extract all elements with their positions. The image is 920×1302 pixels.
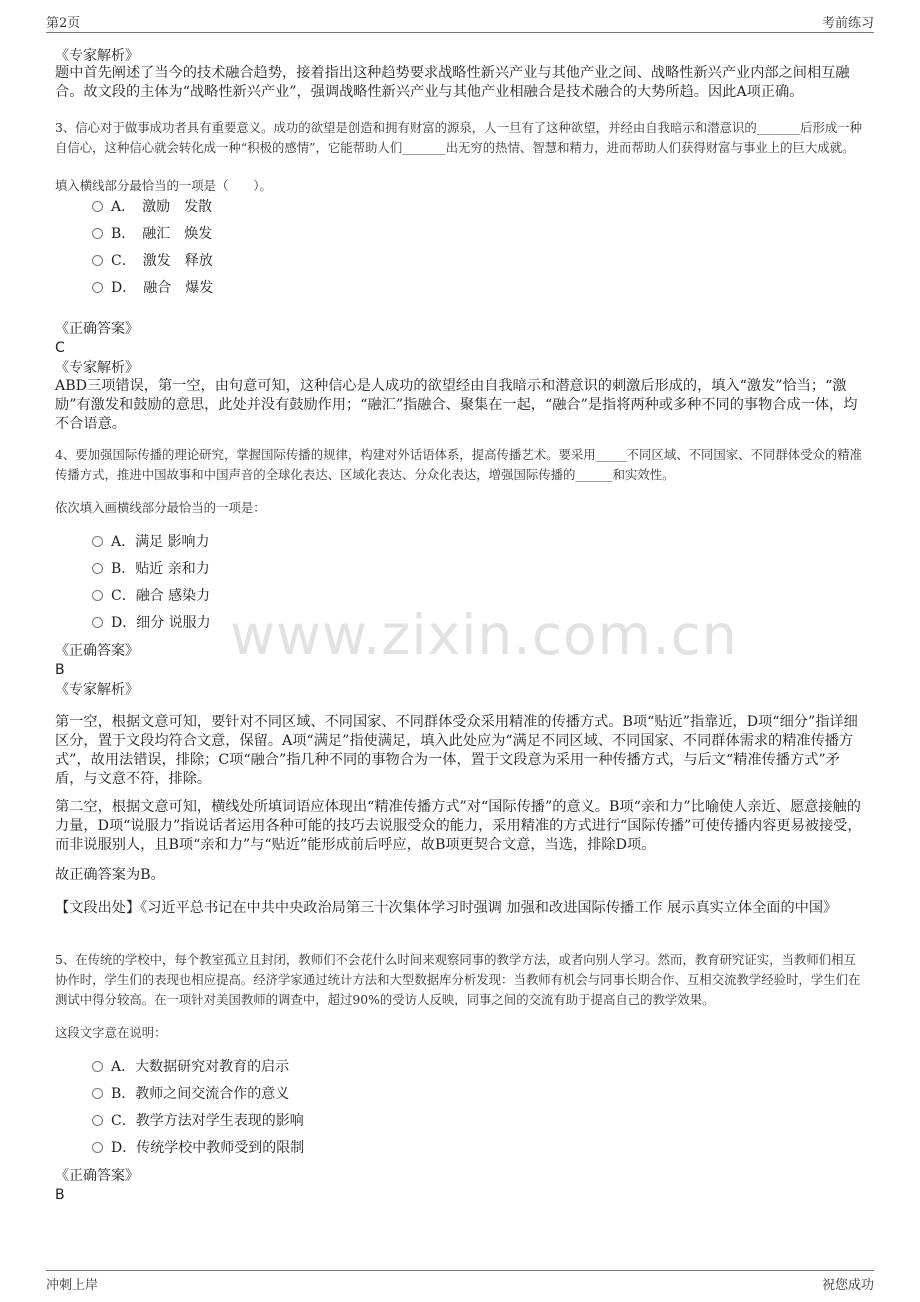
radio-icon[interactable] [92, 563, 103, 574]
option-a[interactable]: A．满足 影响力 [92, 532, 210, 552]
page-footer [46, 1270, 874, 1293]
source-citation: 【文段出处】《习近平总书记在中共中央政治局第三十次集体学习时强调 加强和改进国际传播工作 展示真实立体全面的中国》 [55, 900, 838, 916]
radio-icon[interactable] [92, 201, 103, 212]
radio-icon[interactable] [92, 282, 103, 293]
correct-answer: B [55, 1187, 65, 1203]
option-d[interactable]: D．传统学校中教师受到的限制 [92, 1138, 304, 1158]
correct-answer-label: 《正确答案》 [55, 643, 139, 659]
analysis-paragraph-1: 第一空，根据文意可知，要针对不同区域、不同国家、不同群体受众采用精准的传播方式。B项“贴近”指靠近，D项“细分”指详细区分，置于文段均符合文意，保留。A项“满足”指使满足，填入此处应为“满足不同区域、不同国家、不同群体需求的精准传播方式”，故用法错误，排除；C项“融合”指几种不同的事物合为一体，置于文段意为采用一种传播方式，与后文“精准传播方式”矛盾，与文意不符，排除。 [55, 714, 858, 787]
radio-icon[interactable] [92, 228, 103, 239]
option-d[interactable]: D．细分 说服力 [92, 613, 211, 633]
option-d[interactable]: D． 融合 爆发 [92, 278, 213, 298]
correct-answer: B [55, 662, 65, 678]
radio-icon[interactable] [92, 1088, 103, 1099]
radio-icon[interactable] [92, 617, 103, 628]
question-4-instruction: 依次填入画横线部分最恰当的一项是： [55, 500, 266, 515]
expert-analysis-label: 《专家解析》 [55, 360, 139, 376]
option-c[interactable]: C． 激发 释放 [92, 251, 213, 271]
option-c[interactable]: C．教学方法对学生表现的影响 [92, 1111, 304, 1131]
expert-analysis-label: 《专家解析》 [55, 48, 139, 64]
correct-answer-label: 《正确答案》 [55, 321, 139, 337]
expert-analysis-text: ABD三项错误，第一空，由句意可知，这种信心是人成功的欲望经由自我暗示和潜意识的刺激后形成的，填入“激发”恰当；“激励”有激发和鼓励的意思，此处并没有鼓励作用；“融汇”指融合、聚集在一起，“融合”是指将两种或多种不同的事物合成一体，均不合语意。 [55, 378, 858, 432]
footer-left-text: 冲刺上岸 [46, 1278, 99, 1293]
option-a[interactable]: A． 激励 发散 [92, 197, 212, 217]
option-c[interactable]: C．融合 感染力 [92, 586, 210, 606]
page-number: 第2页 [46, 16, 81, 31]
option-b[interactable]: B．教师之间交流合作的意义 [92, 1084, 289, 1104]
option-b[interactable]: B．贴近 亲和力 [92, 559, 210, 579]
question-5-stem: 5、在传统的学校中，每个教室孤立且封闭，教师们不会花什么时间来观察同事的教学方法，或者向别人学习。然而，教育研究证实，当教师们相互协作时，学生们的表现也相应提高。经济学家通过统计方法和大型数据库分析发现：当教师有机会与同事长期合作、互相交流教学经验时，学生们在测试中得分较高。在一项针对美国教师的调查中，超过90%的受访人反映，同事之间的交流有助于提高自己的教学效果。 [55, 952, 861, 1007]
page-header [46, 12, 874, 33]
correct-answer-label: 《正确答案》 [55, 1168, 139, 1184]
watermark: www.zixin.com.cn [230, 603, 738, 667]
question-3-stem: 3、信心对于做事成功者具有重要意义。成功的欲望是创造和拥有财富的源泉，人一旦有了这种欲望，并经由自我暗示和潜意识的_______后形成一种自信心，这种信心就会转化成一种“积极的感情”，它能帮助人们_______出无穷的热情、智慧和精力，进而帮助人们获得财富与事业上的巨大成就。 [55, 120, 863, 155]
header-title: 考前练习 [821, 16, 874, 31]
analysis-conclusion: 故正确答案为B。 [55, 867, 165, 883]
footer-right-text: 祝您成功 [821, 1278, 874, 1293]
correct-answer: C [55, 340, 65, 356]
option-a[interactable]: A．大数据研究对教育的启示 [92, 1057, 289, 1077]
question-4-stem: 4、要加强国际传播的理论研究，掌握国际传播的规律，构建对外话语体系，提高传播艺术。要采用_____不同区域、不同国家、不同群体受众的精准传播方式，推进中国故事和中国声音的全球化表达、区域化表达、分众化表达，增强国际传播的______和实效性。 [55, 447, 863, 482]
option-b[interactable]: B． 融汇 焕发 [92, 224, 212, 244]
radio-icon[interactable] [92, 255, 103, 266]
radio-icon[interactable] [92, 1115, 103, 1126]
question-5-instruction: 这段文字意在说明： [55, 1025, 167, 1040]
expert-analysis-text: 题中首先阐述了当今的技术融合趋势，接着指出这种趋势要求战略性新兴产业与其他产业之间、战略性新兴产业内部之间相互融合。故文段的主体为“战略性新兴产业”，强调战略性新兴产业与其他产业相融合是技术融合的大势所趋。因此A项正确。 [55, 65, 850, 100]
radio-icon[interactable] [92, 1061, 103, 1072]
radio-icon[interactable] [92, 590, 103, 601]
expert-analysis-label: 《专家解析》 [55, 682, 139, 698]
analysis-paragraph-2: 第二空，根据文意可知，横线处所填词语应体现出“精准传播方式”对“国际传播”的意义。B项“亲和力”比喻使人亲近、愿意接触的力量，D项“说服力”指说话者运用各种可能的技巧去说服受众的能力，采用精准的方式进行“国际传播”可使传播内容更易被接受，而非说服别人，且B项“亲和力”与“贴近”能形成前后呼应，故B项更契合文意，当选，排除D项。 [55, 799, 862, 853]
radio-icon[interactable] [92, 536, 103, 547]
radio-icon[interactable] [92, 1142, 103, 1153]
question-3-instruction: 填入横线部分最恰当的一项是（ ）。 [55, 178, 272, 193]
